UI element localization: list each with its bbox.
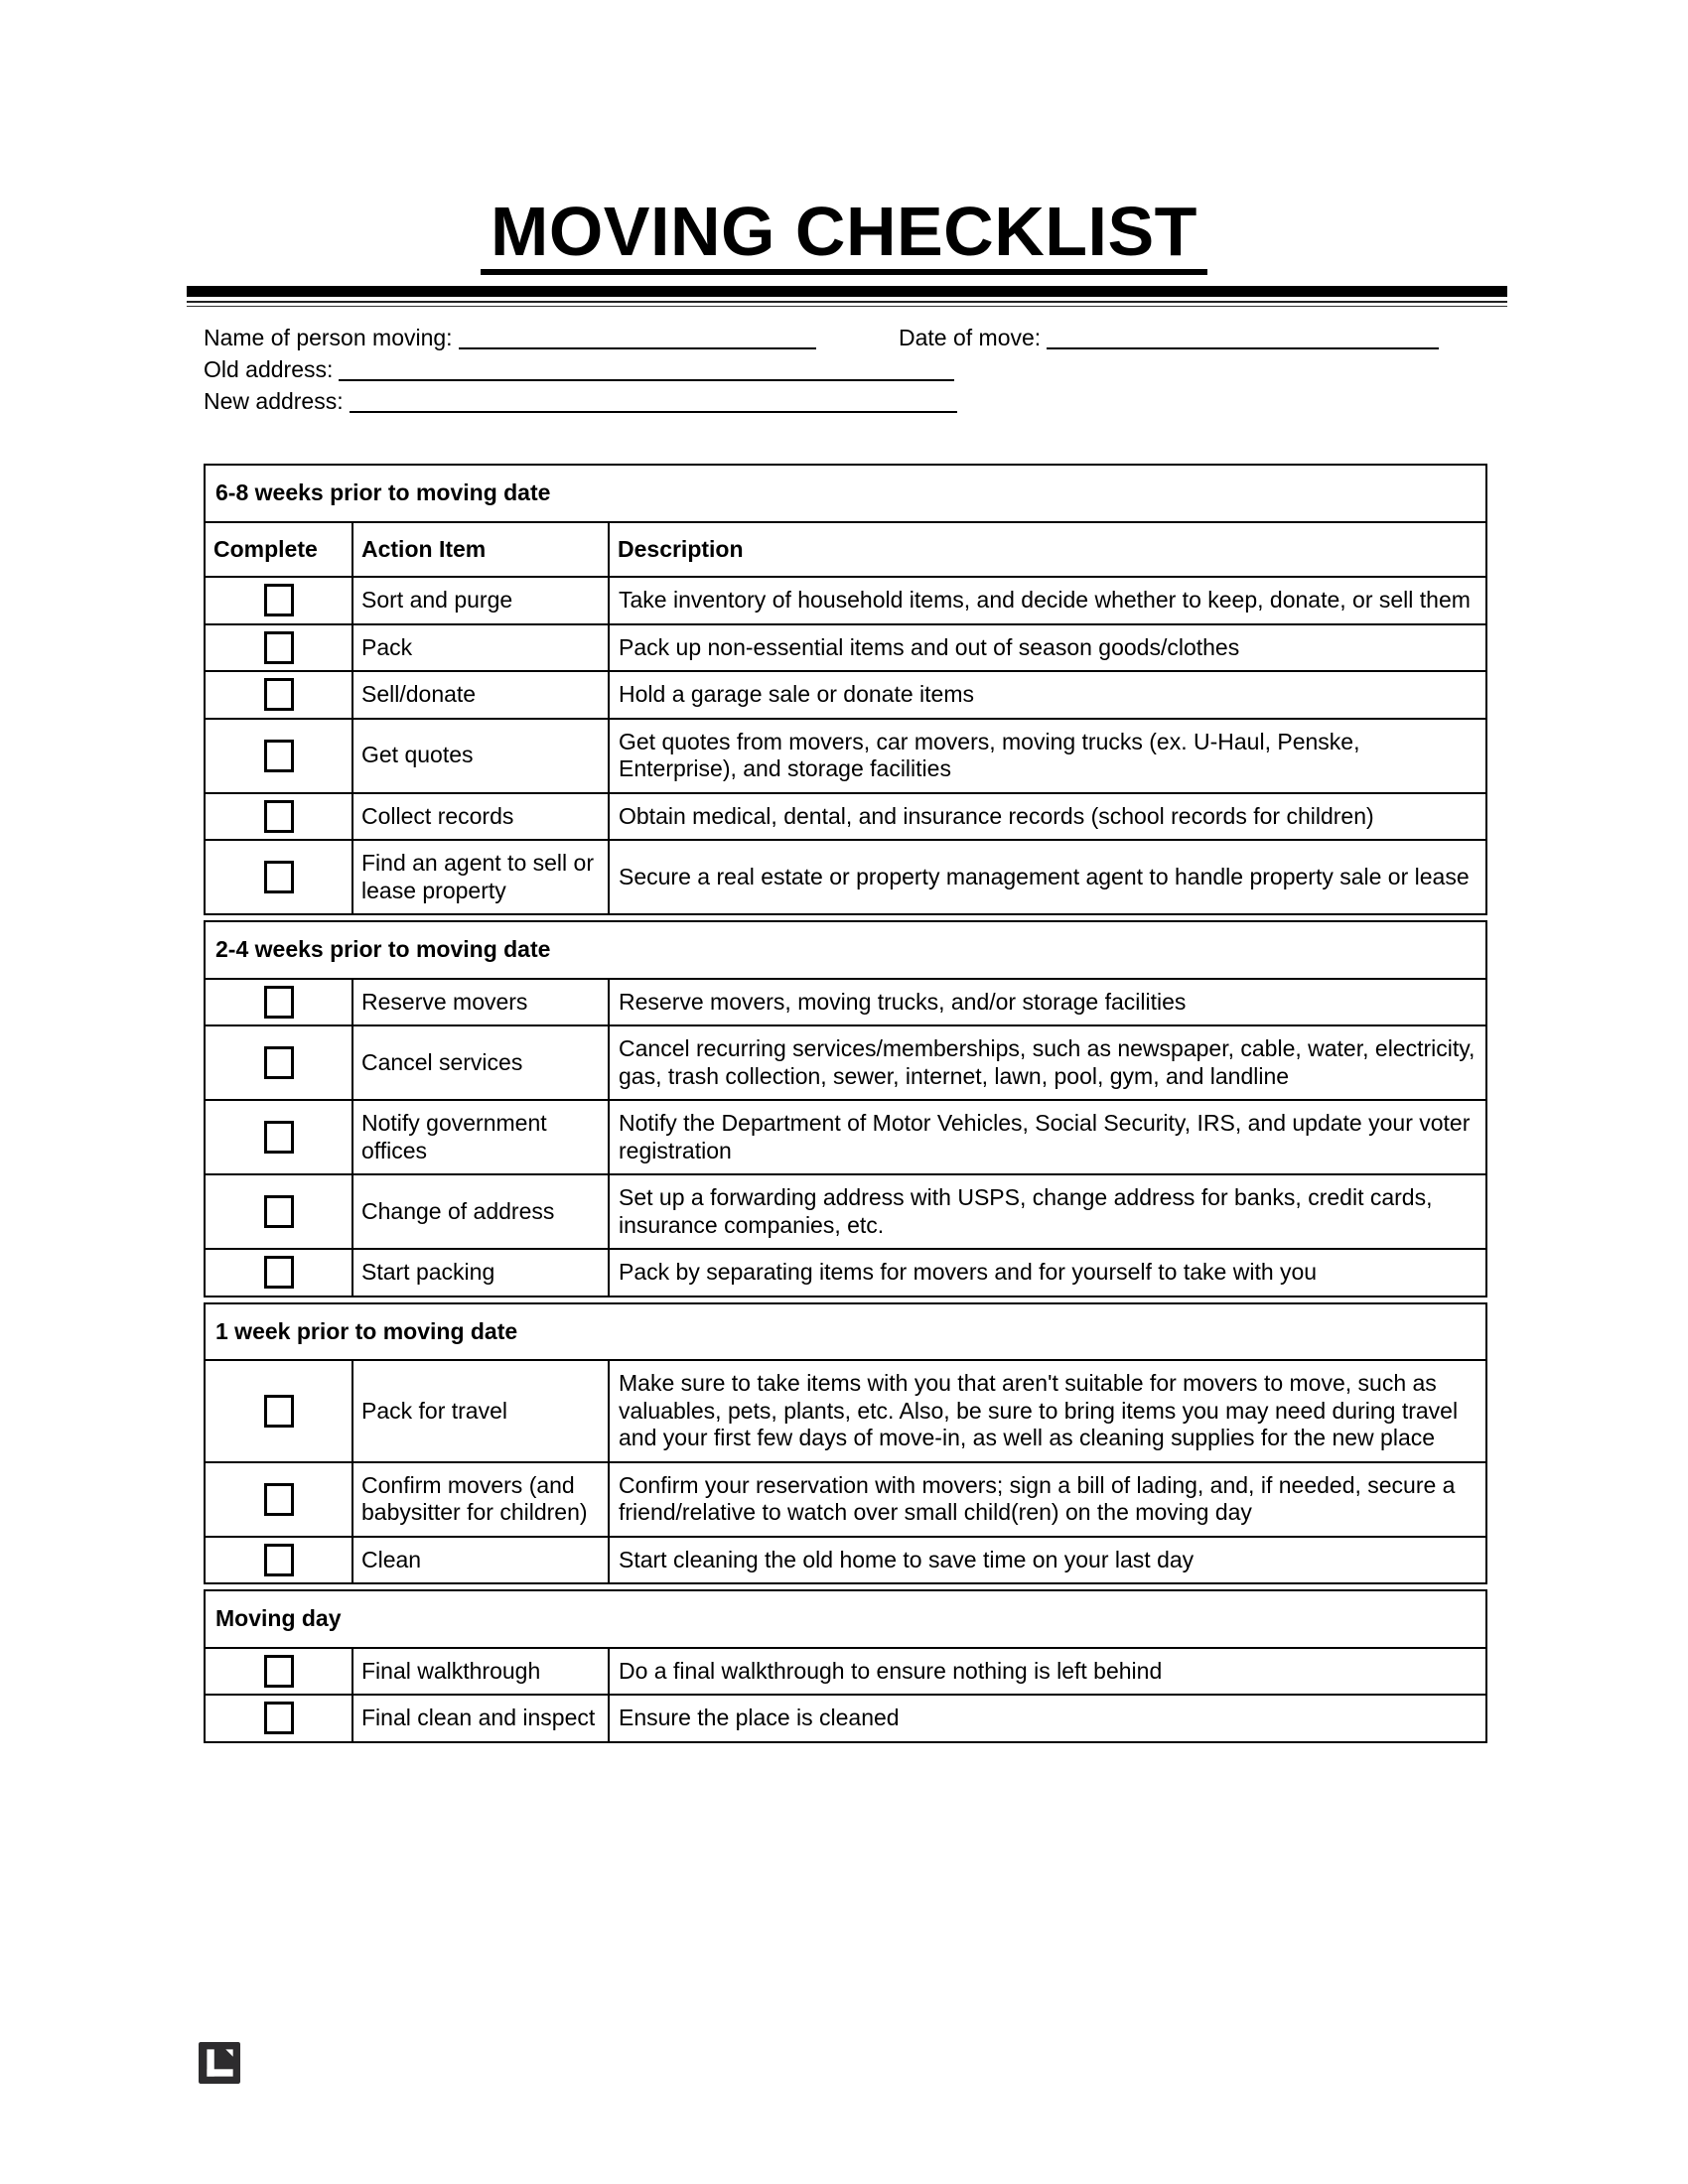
action-item-cell: Pack: [352, 624, 609, 672]
complete-cell: [205, 1100, 352, 1174]
action-item-cell: Cancel services: [352, 1025, 609, 1100]
description-cell: Make sure to take items with you that aren't suitable for movers to move, such as valuables, pets, plants, etc. Also, be sure to bring items you may need during travel and your first few days of move-in, as well as cleaning supplies for the new place: [609, 1360, 1486, 1462]
complete-cell: [205, 671, 352, 719]
column-header-action-item: Action Item: [352, 522, 609, 578]
divider-thin-lines: [187, 301, 1507, 307]
checklist-section-table: [204, 464, 1487, 915]
table-row: [205, 577, 1486, 624]
checkbox[interactable]: [264, 1195, 294, 1228]
date-group: [899, 322, 1439, 353]
section-header-row: [205, 1303, 1486, 1361]
table-row: [205, 719, 1486, 793]
description-cell: Take inventory of household items, and decide whether to keep, donate, or sell them: [609, 577, 1486, 624]
table-row: [205, 1100, 1486, 1174]
description-cell: Start cleaning the old home to save time on your last day: [609, 1537, 1486, 1584]
checkbox[interactable]: [264, 1046, 294, 1079]
complete-cell: [205, 1360, 352, 1462]
table-row: [205, 671, 1486, 719]
column-header-row: [205, 522, 1486, 578]
action-item-cell: Get quotes: [352, 719, 609, 793]
action-item-cell: Find an agent to sell or lease property: [352, 840, 609, 914]
new-address-line: [204, 385, 1544, 417]
description-cell: Pack up non-essential items and out of season goods/clothes: [609, 624, 1486, 672]
date-label: Date of move:: [899, 325, 1042, 350]
intro-fields: [204, 322, 1544, 417]
title-block: [0, 0, 1688, 275]
new-address-input-blank[interactable]: [350, 411, 957, 413]
table-row: [205, 1360, 1486, 1462]
description-cell: Obtain medical, dental, and insurance records (school records for children): [609, 793, 1486, 841]
divider-thick-bar: [187, 286, 1507, 297]
section-header-row: [205, 1590, 1486, 1648]
name-and-date-line: [204, 322, 1544, 353]
action-item-cell: Sell/donate: [352, 671, 609, 719]
section-header-row: [205, 921, 1486, 979]
checkbox[interactable]: [264, 1483, 294, 1516]
complete-cell: [205, 1462, 352, 1537]
complete-cell: [205, 840, 352, 914]
table-row: [205, 1025, 1486, 1100]
description-cell: Pack by separating items for movers and for yourself to take with you: [609, 1249, 1486, 1297]
description-cell: Cancel recurring services/memberships, such as newspaper, cable, water, electricity, gas, trash collection, sewer, internet, lawn, pool, gym, and landline: [609, 1025, 1486, 1100]
action-item-cell: Pack for travel: [352, 1360, 609, 1462]
table-row: [205, 1648, 1486, 1696]
old-address-input-blank[interactable]: [339, 379, 954, 381]
action-item-cell: Reserve movers: [352, 979, 609, 1026]
checklist-section-table: [204, 1589, 1487, 1743]
date-input-blank[interactable]: [1047, 347, 1439, 349]
checkbox[interactable]: [264, 1655, 294, 1688]
complete-cell: [205, 1648, 352, 1696]
description-cell: Secure a real estate or property management agent to handle property sale or lease: [609, 840, 1486, 914]
description-cell: Do a final walkthrough to ensure nothing is left behind: [609, 1648, 1486, 1696]
complete-cell: [205, 1695, 352, 1742]
table-row: [205, 979, 1486, 1026]
checkbox[interactable]: [264, 1395, 294, 1428]
checkbox[interactable]: [264, 631, 294, 664]
section-header: Moving day: [205, 1590, 1486, 1648]
checkbox[interactable]: [264, 861, 294, 893]
complete-cell: [205, 793, 352, 841]
description-cell: Confirm your reservation with movers; sign a bill of lading, and, if needed, secure a friend/relative to watch over small child(ren) on the moving day: [609, 1462, 1486, 1537]
table-row: [205, 1174, 1486, 1249]
page-title: MOVING CHECKLIST: [481, 197, 1207, 275]
action-item-cell: Notify government offices: [352, 1100, 609, 1174]
title-divider: [187, 286, 1507, 307]
checkbox[interactable]: [264, 584, 294, 616]
complete-cell: [205, 1174, 352, 1249]
complete-cell: [205, 1537, 352, 1584]
table-row: [205, 1537, 1486, 1584]
description-cell: Ensure the place is cleaned: [609, 1695, 1486, 1742]
checkbox[interactable]: [264, 1256, 294, 1289]
name-input-blank[interactable]: [459, 347, 816, 349]
description-cell: Set up a forwarding address with USPS, change address for banks, credit cards, insurance companies, etc.: [609, 1174, 1486, 1249]
section-header: 1 week prior to moving date: [205, 1303, 1486, 1361]
table-row: [205, 1462, 1486, 1537]
checkbox[interactable]: [264, 1544, 294, 1576]
checklist-section-table: [204, 1302, 1487, 1585]
checkbox[interactable]: [264, 1702, 294, 1734]
checkbox[interactable]: [264, 678, 294, 711]
old-address-line: [204, 353, 1544, 385]
table-row: [205, 1695, 1486, 1742]
table-row: [205, 1249, 1486, 1297]
checkbox[interactable]: [264, 800, 294, 833]
description-cell: Notify the Department of Motor Vehicles, Social Security, IRS, and update your voter registration: [609, 1100, 1486, 1174]
table-row: [205, 840, 1486, 914]
checklist-section-table: [204, 920, 1487, 1297]
description-cell: Get quotes from movers, car movers, moving trucks (ex. U-Haul, Penske, Enterprise), and storage facilities: [609, 719, 1486, 793]
action-item-cell: Final walkthrough: [352, 1648, 609, 1696]
checkbox[interactable]: [264, 1121, 294, 1154]
complete-cell: [205, 1249, 352, 1297]
section-header: 2-4 weeks prior to moving date: [205, 921, 1486, 979]
checkbox[interactable]: [264, 986, 294, 1019]
name-label: Name of person moving:: [204, 325, 453, 350]
complete-cell: [205, 719, 352, 793]
column-header-description: Description: [609, 522, 1486, 578]
complete-cell: [205, 624, 352, 672]
action-item-cell: Confirm movers (and babysitter for children): [352, 1462, 609, 1537]
column-header-complete: Complete: [205, 522, 352, 578]
new-address-label: New address:: [204, 388, 344, 414]
section-header: 6-8 weeks prior to moving date: [205, 465, 1486, 522]
section-header-row: [205, 465, 1486, 522]
old-address-label: Old address:: [204, 356, 334, 382]
checklist-tables: [204, 464, 1485, 1748]
document-logo-icon: [199, 2042, 240, 2084]
description-cell: Reserve movers, moving trucks, and/or storage facilities: [609, 979, 1486, 1026]
action-item-cell: Start packing: [352, 1249, 609, 1297]
action-item-cell: Final clean and inspect: [352, 1695, 609, 1742]
action-item-cell: Collect records: [352, 793, 609, 841]
action-item-cell: Change of address: [352, 1174, 609, 1249]
complete-cell: [205, 979, 352, 1026]
table-row: [205, 793, 1486, 841]
table-row: [205, 624, 1486, 672]
checkbox[interactable]: [264, 740, 294, 772]
complete-cell: [205, 1025, 352, 1100]
action-item-cell: Sort and purge: [352, 577, 609, 624]
legal-templates-logo-icon: [199, 2042, 240, 2084]
description-cell: Hold a garage sale or donate items: [609, 671, 1486, 719]
complete-cell: [205, 577, 352, 624]
action-item-cell: Clean: [352, 1537, 609, 1584]
